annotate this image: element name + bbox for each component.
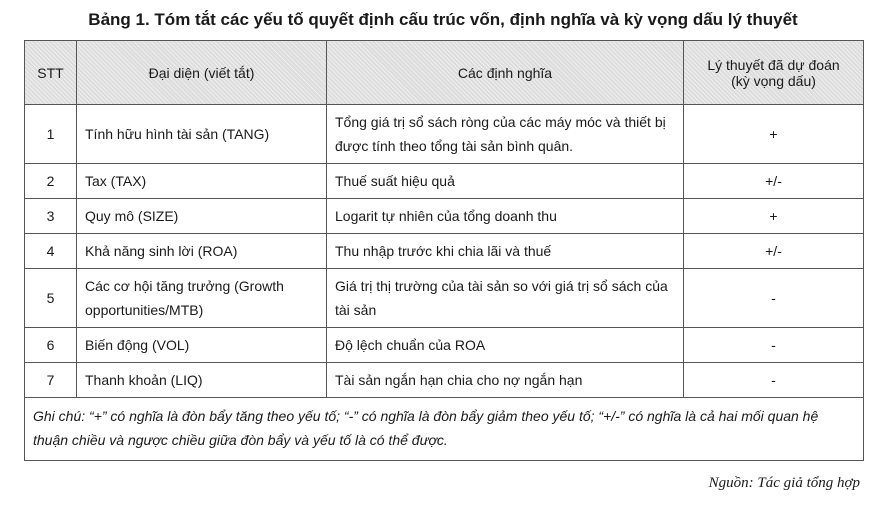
row-representative: Khả năng sinh lời (ROA) bbox=[77, 234, 327, 269]
note-row bbox=[25, 398, 864, 461]
row-representative: Quy mô (SIZE) bbox=[77, 199, 327, 234]
row-representative: Biến động (VOL) bbox=[77, 328, 327, 363]
table-row bbox=[25, 199, 864, 234]
row-sign: - bbox=[684, 269, 864, 328]
header-stt: STT bbox=[25, 41, 77, 105]
table-row bbox=[25, 269, 864, 328]
table-title: Bảng 1. Tóm tắt các yếu tố quyết định cấu trúc vốn, định nghĩa và kỳ vọng dấu lý thuyết bbox=[88, 10, 798, 29]
row-stt: 5 bbox=[25, 269, 77, 328]
table-row bbox=[25, 234, 864, 269]
header-definition: Các định nghĩa bbox=[327, 41, 684, 105]
row-definition: Thuế suất hiệu quả bbox=[327, 164, 684, 199]
row-definition: Độ lệch chuẩn của ROA bbox=[327, 328, 684, 363]
table-row bbox=[25, 105, 864, 164]
row-representative: Thanh khoản (LIQ) bbox=[77, 363, 327, 398]
row-sign: +/- bbox=[684, 234, 864, 269]
row-stt: 3 bbox=[25, 199, 77, 234]
table-row bbox=[25, 363, 864, 398]
header-theory-line1: Lý thuyết đã dự đoán bbox=[707, 56, 840, 73]
row-stt: 1 bbox=[25, 105, 77, 164]
row-stt: 7 bbox=[25, 363, 77, 398]
header-theory-line2: (kỳ vọng dấu) bbox=[731, 72, 816, 89]
header-theory bbox=[684, 41, 864, 105]
row-stt: 4 bbox=[25, 234, 77, 269]
row-definition: Giá trị thị trường của tài sản so với giá trị sổ sách của tài sản bbox=[327, 269, 684, 328]
row-definition: Logarit tự nhiên của tổng doanh thu bbox=[327, 199, 684, 234]
row-stt: 2 bbox=[25, 164, 77, 199]
table-note: Ghi chú: “+” có nghĩa là đòn bẩy tăng theo yếu tố; “-” có nghĩa là đòn bẩy giảm theo yếu tố; “+/-” có nghĩa là cả hai mối quan hệ thuận chiều và ngược chiều giữa đòn bẩy và yếu tố là có thể được. bbox=[25, 398, 864, 461]
row-representative: Tax (TAX) bbox=[77, 164, 327, 199]
row-definition: Thu nhập trước khi chia lãi và thuế bbox=[327, 234, 684, 269]
determinants-table bbox=[24, 40, 864, 461]
table-row bbox=[25, 164, 864, 199]
table-row bbox=[25, 328, 864, 363]
row-definition: Tổng giá trị sổ sách ròng của các máy móc và thiết bị được tính theo tổng tài sản bình quân. bbox=[327, 105, 684, 164]
row-sign: - bbox=[684, 363, 864, 398]
source-caption: Nguồn: Tác giả tổng hợp bbox=[708, 475, 860, 491]
row-stt: 6 bbox=[25, 328, 77, 363]
row-representative: Các cơ hội tăng trưởng (Growth opportunities/MTB) bbox=[77, 269, 327, 328]
row-sign: + bbox=[684, 199, 864, 234]
header-representative: Đại diện (viết tắt) bbox=[77, 41, 327, 105]
row-definition: Tài sản ngắn hạn chia cho nợ ngắn hạn bbox=[327, 363, 684, 398]
header-row bbox=[25, 41, 864, 105]
row-sign: - bbox=[684, 328, 864, 363]
row-sign: + bbox=[684, 105, 864, 164]
row-representative: Tính hữu hình tài sản (TANG) bbox=[77, 105, 327, 164]
row-sign: +/- bbox=[684, 164, 864, 199]
